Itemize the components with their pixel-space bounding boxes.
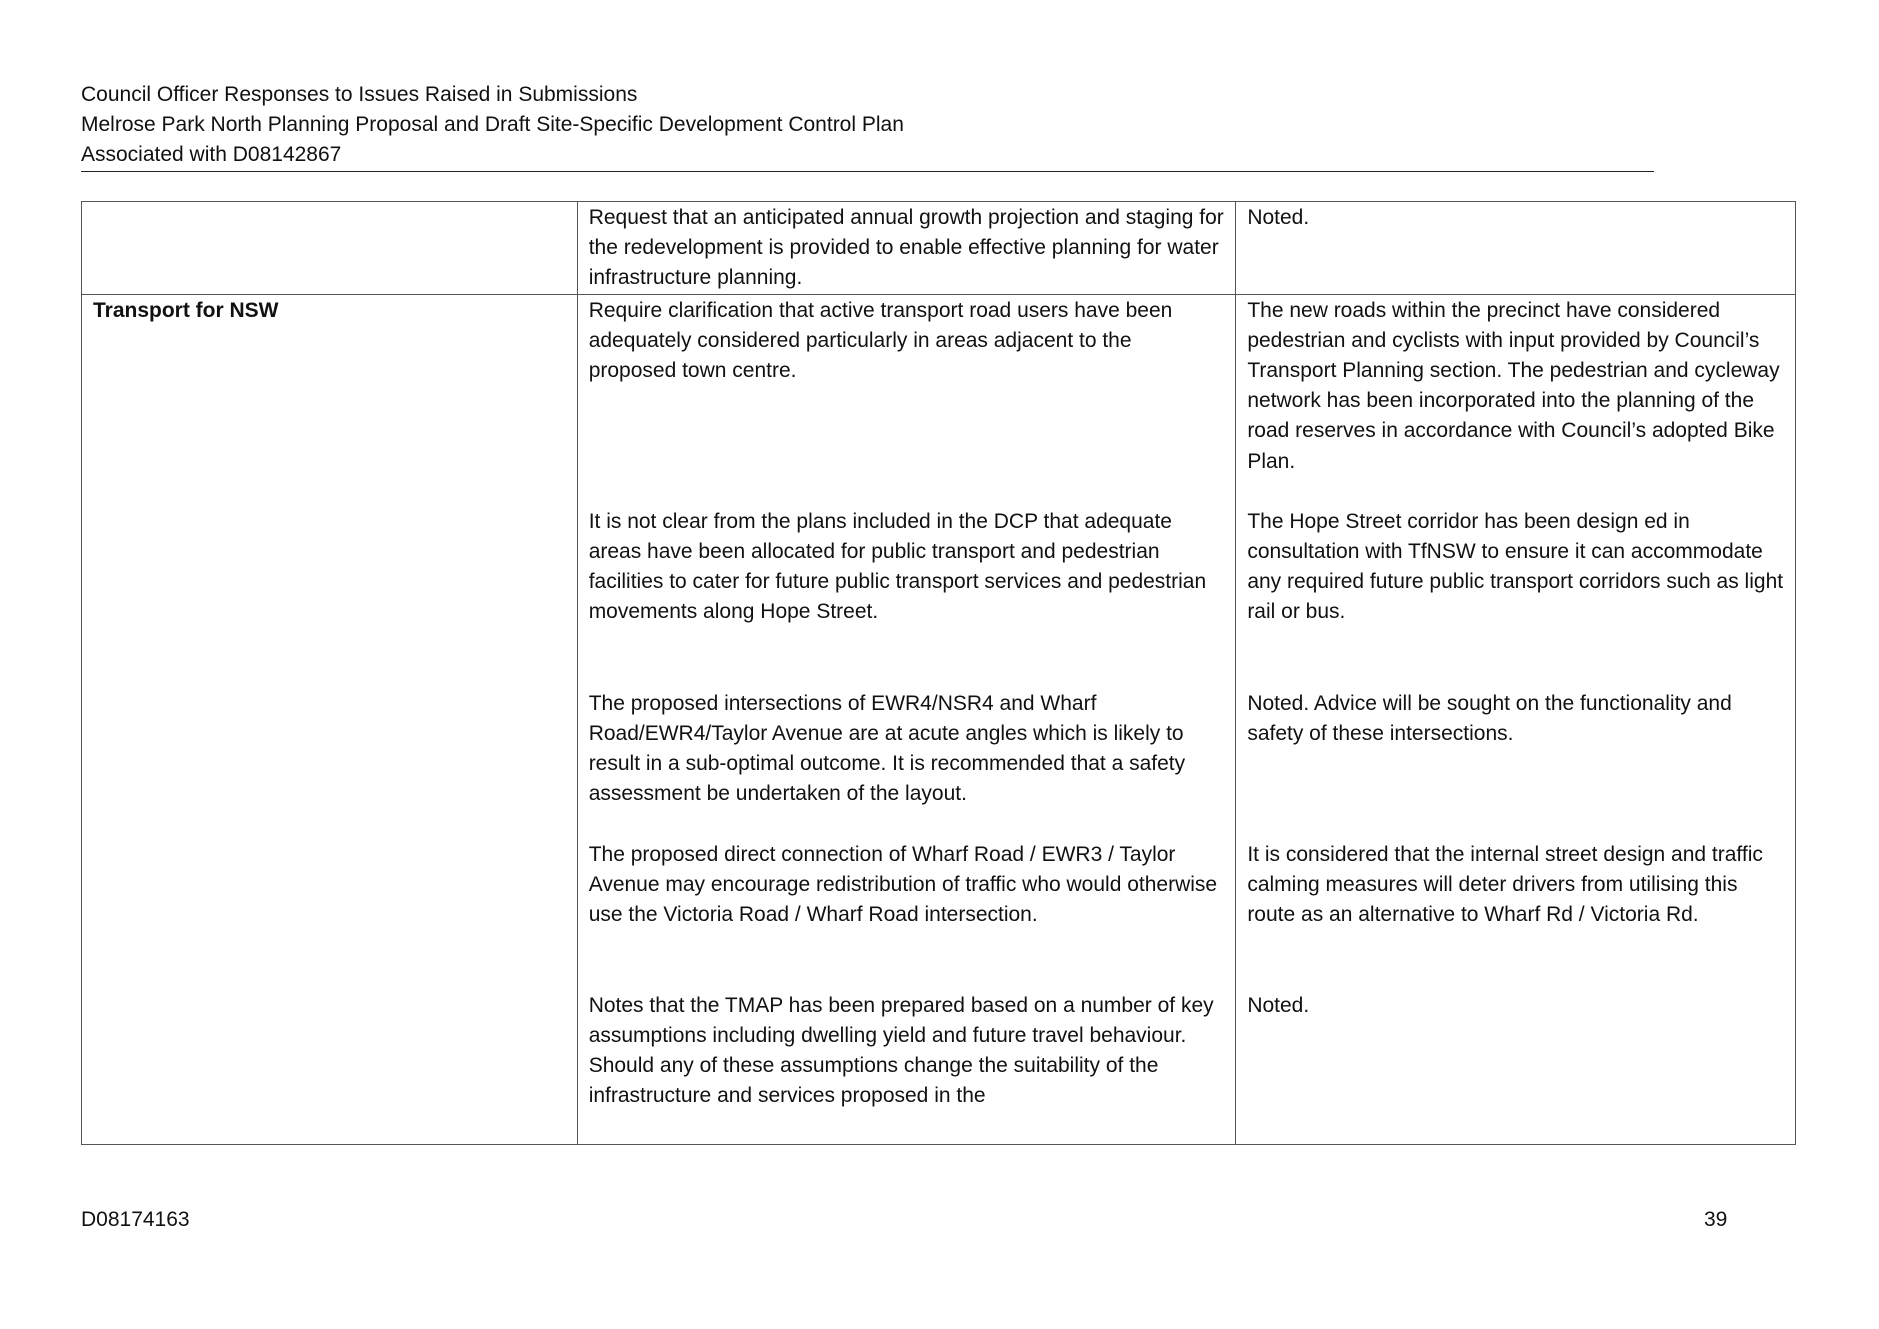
issue-text: Notes that the TMAP has been prepared based on a number of key assumptions including dwelling yield and future travel behaviour. Should any of these assumptions change the suitability of the infrastructure and services proposed in the (588, 993, 1214, 1108)
response-text: Noted. Advice will be sought on the functionality and safety of these intersections. (1247, 691, 1732, 745)
issue-text: Request that an anticipated annual growth projection and staging for the redevelopment is provided to enable effective planning for water infrastructure planning. (588, 206, 1224, 290)
issue-cell (577, 294, 1236, 1144)
table-row (82, 202, 1796, 295)
submitter-cell (82, 202, 578, 295)
issue-cell (577, 202, 1236, 295)
response-text: The new roads within the precinct have considered pedestrian and cyclists with input provided by Council’s Transport Planning section. The pedestrian and cycleway network has been incorporated into the planning of the road reserves in accordance with Council’s adopted Bike Plan. (1247, 298, 1780, 473)
issue-text: The proposed intersections of EWR4/NSR4 and Wharf Road/EWR4/Taylor Avenue are at acute angles which is likely to result in a sub-optimal outcome. It is recommended that a safety assessment be undertaken of the layout. (588, 691, 1186, 806)
response-text: Noted. (1247, 206, 1310, 229)
issue-text: It is not clear from the plans included in the DCP that adequate areas have been allocated for public transport and pedestrian facilities to cater for future public transport services and pedestrian movements along Hope Street. (588, 509, 1207, 624)
header-title: Council Officer Responses to Issues Raised in Submissions (81, 83, 638, 106)
response-text: Noted. (1247, 993, 1310, 1017)
footer-document-id: D08174163 (81, 1208, 190, 1231)
issue-text: Require clarification that active transport road users have been adequately considered particularly in areas adjacent to the proposed town centre. (588, 298, 1173, 383)
submissions-table (81, 201, 1796, 1145)
response-text: It is considered that the internal street design and traffic calming measures will deter drivers from utilising this route as an alternative to Wharf Rd / Victoria Rd. (1247, 842, 1763, 927)
response-text: The Hope Street corridor has been design ed in consultation with TfNSW to ensure it can accommodate any required future public transport corridors such as light rail or bus. (1247, 509, 1784, 624)
submitter-name: Transport for NSW (93, 298, 279, 322)
footer-page-number: 39 (1704, 1208, 1728, 1231)
submitter-cell (82, 294, 578, 1144)
table-row (82, 294, 1796, 1144)
header-subtitle: Melrose Park North Planning Proposal and Draft Site-Specific Development Control Plan (81, 113, 904, 136)
response-cell (1236, 202, 1796, 295)
response-cell (1236, 294, 1796, 1144)
header-reference: Associated with D08142867 (81, 143, 342, 166)
page-header (81, 80, 1654, 172)
issue-text: The proposed direct connection of Wharf Road / EWR3 / Taylor Avenue may encourage redistribution of traffic who would otherwise use the Victoria Road / Wharf Road intersection. (588, 842, 1218, 927)
